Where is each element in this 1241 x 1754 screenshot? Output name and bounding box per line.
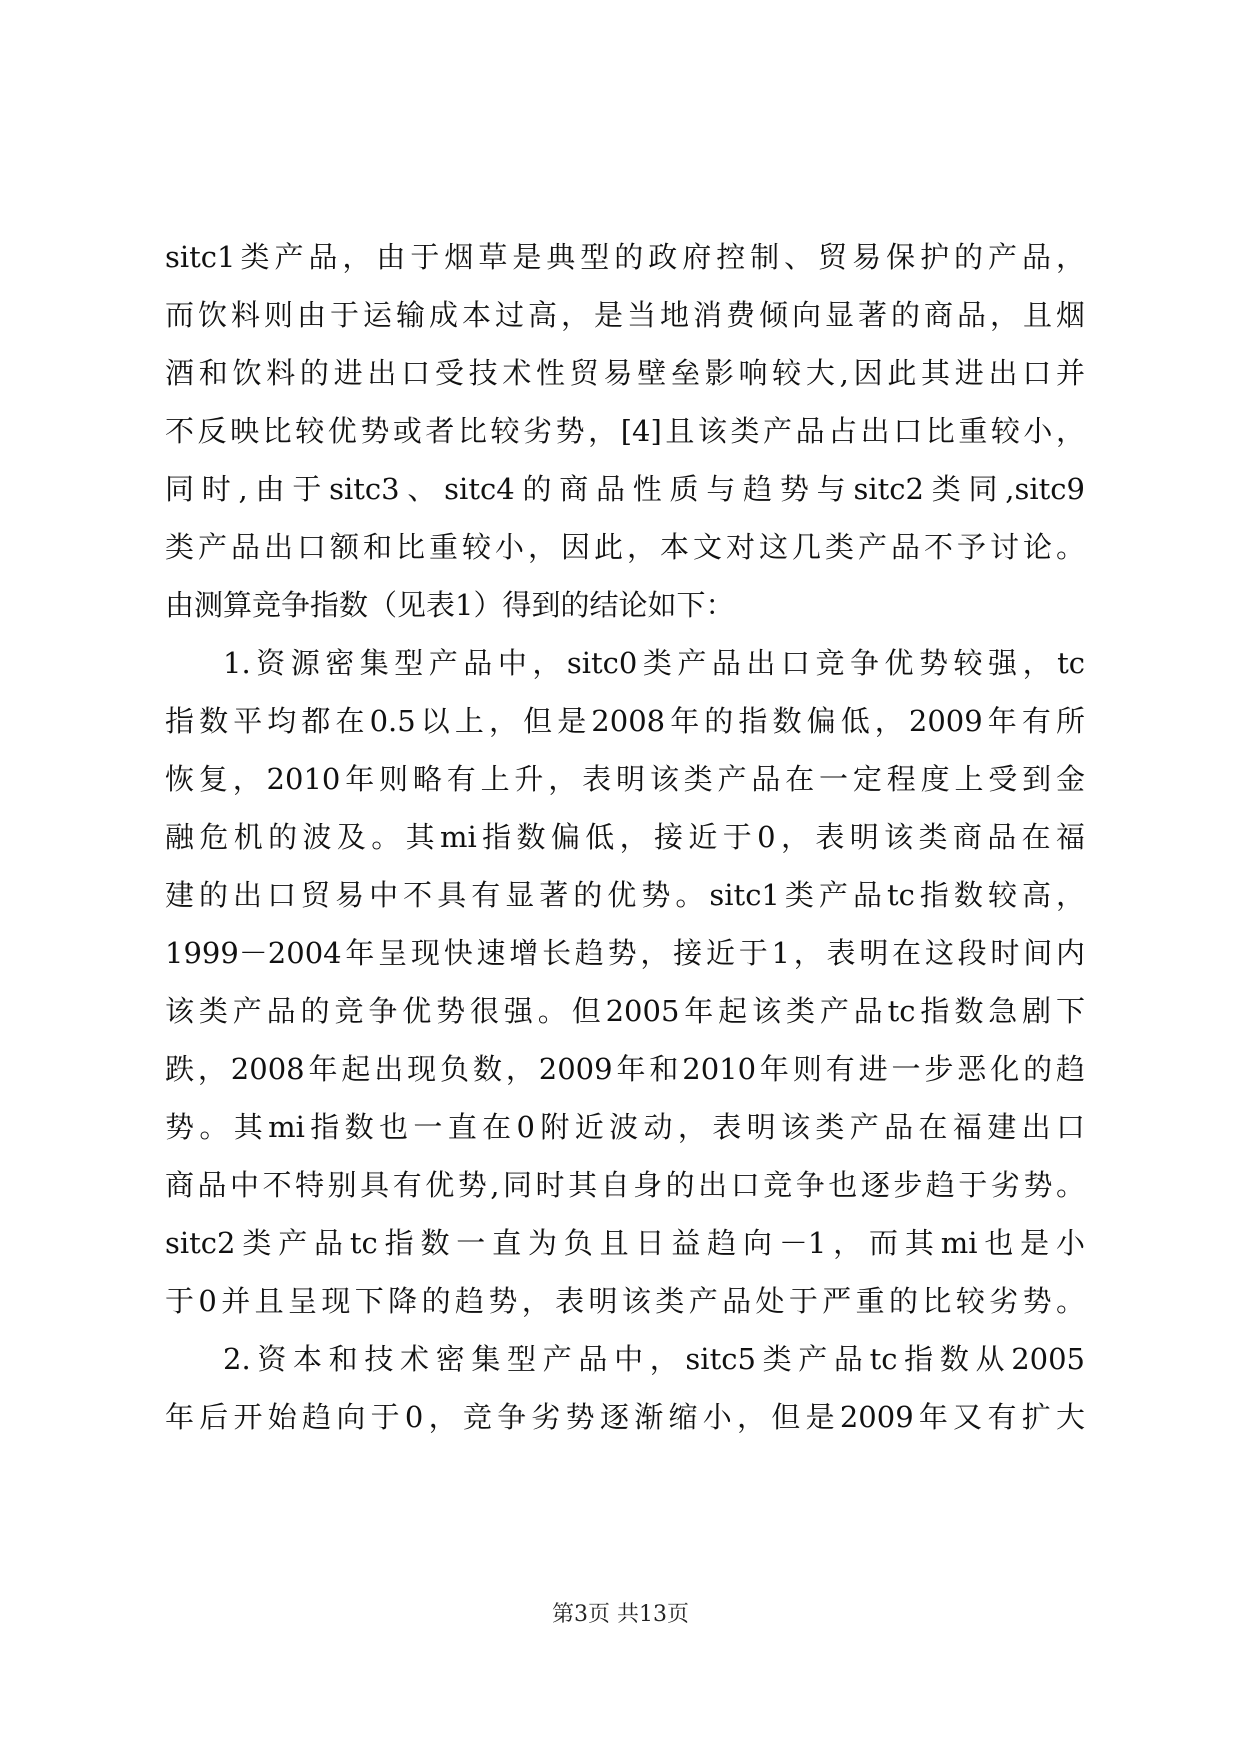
text-line: 类产品出口额和比重较小，因此，本文对这几类产品不予讨论。 bbox=[165, 530, 1085, 564]
text-line: 于0并且呈现下降的趋势，表明该类产品处于严重的比较劣势。 bbox=[165, 1284, 1085, 1318]
text-line: 融危机的波及。其mi指数偏低，接近于0，表明该类商品在福 bbox=[165, 820, 1085, 854]
body-text bbox=[165, 228, 1085, 1446]
text-line: 不反映比较优势或者比较劣势，[4]且该类产品占出口比重较小， bbox=[165, 414, 1085, 448]
text-line: 由测算竞争指数（见表1）得到的结论如下： bbox=[165, 588, 735, 622]
text-line: 跌，2008年起出现负数，2009年和2010年则有进一步恶化的趋 bbox=[165, 1052, 1085, 1086]
text-line: 建的出口贸易中不具有显著的优势。sitc1类产品tc指数较高， bbox=[165, 878, 1085, 912]
text-line: 同时,由于sitc3、sitc4的商品性质与趋势与sitc2类同,sitc9 bbox=[165, 472, 1085, 506]
text-line: 商品中不特别具有优势,同时其自身的出口竞争也逐步趋于劣势。 bbox=[165, 1168, 1085, 1202]
text-line: 恢复，2010年则略有上升，表明该类产品在一定程度上受到金 bbox=[165, 762, 1085, 796]
text-line: 该类产品的竞争优势很强。但2005年起该类产品tc指数急剧下 bbox=[165, 994, 1085, 1028]
text-line: 2.资本和技术密集型产品中，sitc5类产品tc指数从2005 bbox=[223, 1342, 1085, 1376]
text-line: 势。其mi指数也一直在0附近波动，表明该类产品在福建出口 bbox=[165, 1110, 1085, 1144]
text-line: sitc1类产品，由于烟草是典型的政府控制、贸易保护的产品， bbox=[165, 240, 1085, 274]
text-line: 而饮料则由于运输成本过高，是当地消费倾向显著的商品，且烟 bbox=[165, 298, 1085, 332]
text-line: 指数平均都在0.5以上，但是2008年的指数偏低，2009年有所 bbox=[165, 704, 1085, 738]
page-footer: 第3页 共13页 bbox=[552, 1602, 689, 1627]
text-line: 年后开始趋向于0，竞争劣势逐渐缩小，但是2009年又有扩大 bbox=[165, 1400, 1085, 1434]
text-line: 酒和饮料的进出口受技术性贸易壁垒影响较大,因此其进出口并 bbox=[165, 356, 1085, 390]
text-line: 1999－2004年呈现快速增长趋势，接近于1，表明在这段时间内 bbox=[165, 936, 1085, 970]
text-line: 1.资源密集型产品中，sitc0类产品出口竞争优势较强，tc bbox=[223, 646, 1085, 680]
text-line: sitc2类产品tc指数一直为负且日益趋向－1，而其mi也是小 bbox=[165, 1226, 1085, 1260]
